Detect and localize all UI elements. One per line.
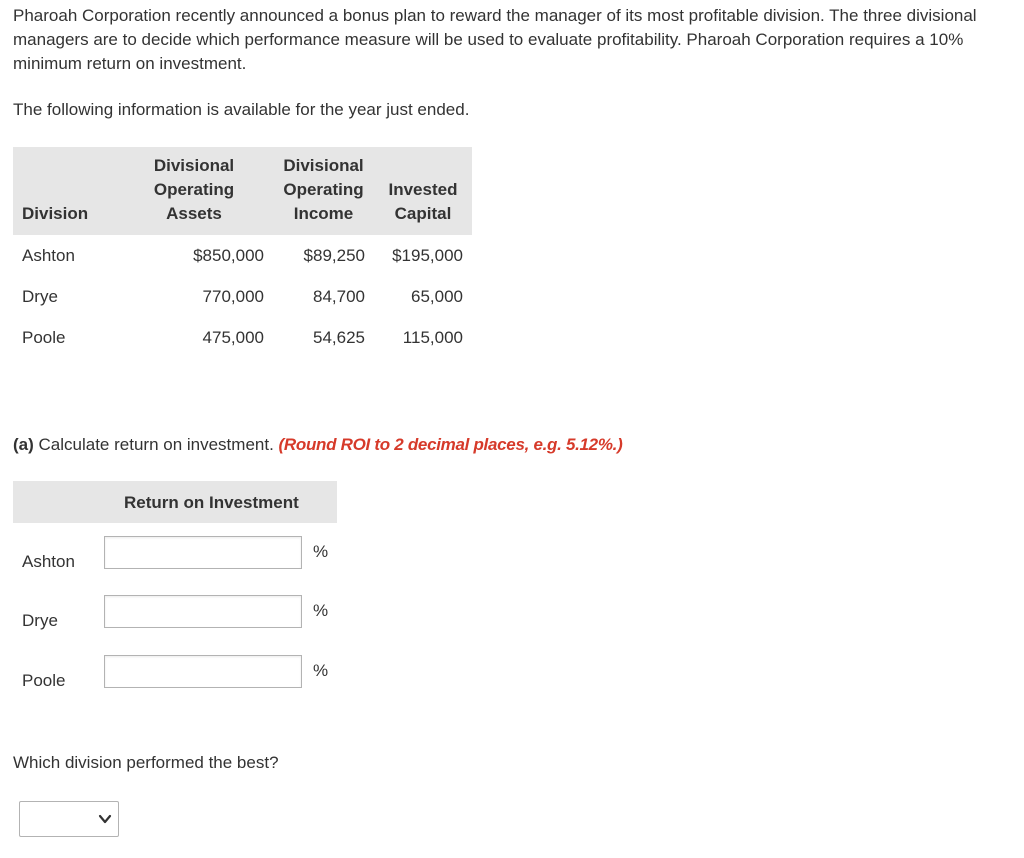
roi-row-label-drye: Drye: [22, 611, 58, 630]
division-name: Poole: [22, 327, 66, 347]
header-division: Division: [13, 147, 115, 235]
table-header-row: [13, 147, 472, 235]
chevron-down-icon: [98, 812, 112, 826]
header-invested-capital: Invested Capital: [374, 147, 472, 235]
best-division-question: Which division performed the best?: [13, 753, 279, 772]
roi-table-header: [13, 481, 337, 523]
division-name: Ashton: [22, 245, 75, 265]
percent-unit: %: [313, 542, 329, 561]
roi-input-ashton[interactable]: [104, 536, 302, 569]
header-operating-income: Divisional Operating Income: [273, 147, 374, 235]
invested-capital-value: $195,000: [392, 245, 463, 265]
rounding-hint: (Round ROI to 2 decimal places, e.g. 5.12%.): [278, 435, 623, 454]
invested-capital-value: 65,000: [411, 286, 463, 306]
roi-input-drye[interactable]: [104, 595, 302, 628]
operating-assets-value: 475,000: [202, 327, 264, 347]
part-a-instruction: [13, 433, 622, 457]
roi-header-label: Return on Investment: [124, 493, 299, 512]
division-data-table: [13, 147, 472, 358]
operating-assets-value: $850,000: [193, 245, 264, 265]
invested-capital-value: 115,000: [402, 327, 463, 347]
operating-income-value: $89,250: [303, 245, 365, 265]
percent-unit: %: [313, 601, 329, 620]
percent-unit: %: [313, 661, 329, 680]
roi-row-label-poole: Poole: [22, 671, 66, 690]
header-operating-assets: Divisional Operating Assets: [115, 147, 273, 235]
table-row: [13, 276, 472, 317]
part-a-text: Calculate return on investment.: [38, 435, 274, 454]
best-division-select[interactable]: [19, 801, 119, 837]
roi-row-label-ashton: Ashton: [22, 552, 75, 571]
info-line: The following information is available for the year just ended.: [13, 100, 470, 119]
operating-assets-value: 770,000: [202, 286, 264, 306]
problem-intro: Pharoah Corporation recently announced a bonus plan to reward the manager of its most profitable division. The three divisional managers are to decide which performance measure will be used to evaluate profitability. Pharoah Corporation requires a 10% minimum return on investment.: [13, 6, 977, 73]
operating-income-value: 54,625: [313, 327, 365, 347]
table-row: [13, 317, 472, 358]
table-row: [13, 235, 472, 276]
division-name: Drye: [22, 286, 58, 306]
roi-input-poole[interactable]: [104, 655, 302, 688]
operating-income-value: 84,700: [313, 286, 365, 306]
part-a-label: (a): [13, 435, 34, 454]
